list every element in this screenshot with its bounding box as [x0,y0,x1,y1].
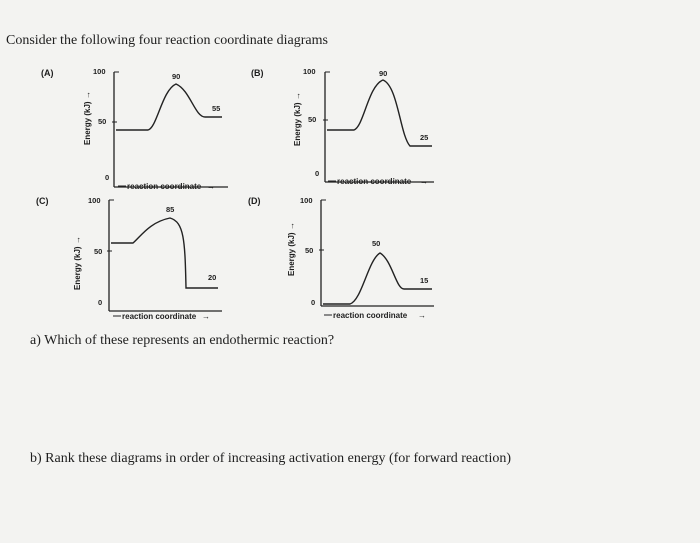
svg-text:→: → [293,92,302,100]
diagram-a-peak-value: 90 [172,72,181,81]
diagram-a-tick-label-100: 100 [93,67,106,76]
svg-text:→: → [420,177,428,186]
diagram-d-curve [323,253,432,304]
diagram-c-peak-value: 85 [166,205,175,214]
svg-text:Energy (kJ): Energy (kJ) [83,101,92,145]
svg-text:reaction coordinate: reaction coordinate [122,312,197,321]
diagram-a-end-value: 55 [212,104,221,113]
diagram-a-xlabel [118,182,215,191]
svg-text:reaction coordinate: reaction coordinate [337,177,412,186]
diagram-b-curve [327,80,432,146]
svg-text:→: → [207,182,215,191]
diagram-c-tick-label-100: 100 [88,196,101,205]
diagram-b-label: (B) [251,68,264,78]
svg-text:→: → [202,312,210,321]
diagram-d-xlabel [324,311,426,320]
diagram-d-tick-label-50: 50 [305,246,314,255]
diagram-b-tick-label-50: 50 [308,115,317,124]
diagram-d-end-value: 15 [420,276,429,285]
svg-text:→: → [418,311,426,320]
diagram-d-tick-label-0: 0 [311,298,316,307]
diagram-d [248,196,434,320]
diagram-d-label: (D) [248,196,261,206]
diagram-d-tick-label-100: 100 [300,196,313,205]
diagram-c-ylabel [73,236,82,290]
diagram-a [41,67,228,191]
diagram-c [36,196,222,321]
diagram-c-tick-label-0: 0 [98,298,103,307]
svg-text:→: → [73,236,82,244]
diagram-a-tick-label-0: 0 [105,173,110,182]
svg-text:Energy (kJ): Energy (kJ) [287,232,296,276]
diagram-c-tick-label-50: 50 [94,247,103,256]
svg-text:→: → [83,91,92,99]
diagram-b-peak-value: 90 [379,69,388,78]
svg-text:Energy (kJ): Energy (kJ) [73,246,82,290]
diagram-a-curve [116,84,222,130]
diagram-a-tick-label-50: 50 [98,117,107,126]
question-a: a) Which of these represents an endothermic reaction? [30,333,335,348]
diagram-c-xlabel [113,312,210,321]
svg-text:Energy (kJ): Energy (kJ) [293,102,302,146]
diagram-a-label: (A) [41,68,54,78]
diagram-b-end-value: 25 [420,133,429,142]
diagram-b [251,67,434,186]
question-b: b) Rank these diagrams in order of increasing activation energy (for forward reaction) [30,451,511,466]
svg-text:reaction coordinate: reaction coordinate [333,311,408,320]
diagram-c-label: (C) [36,196,49,206]
diagram-d-ylabel [287,222,296,276]
diagram-d-peak-value: 50 [372,239,381,248]
svg-text:→: → [287,222,296,230]
intro-text: Consider the following four reaction coordinate diagrams [6,33,328,48]
diagram-c-curve [111,218,218,288]
diagram-b-tick-label-100: 100 [303,67,316,76]
diagram-c-end-value: 20 [208,273,217,282]
diagram-b-tick-label-0: 0 [315,169,320,178]
svg-text:reaction coordinate: reaction coordinate [127,182,202,191]
diagram-a-ylabel [83,91,92,145]
diagram-b-ylabel [293,92,302,146]
